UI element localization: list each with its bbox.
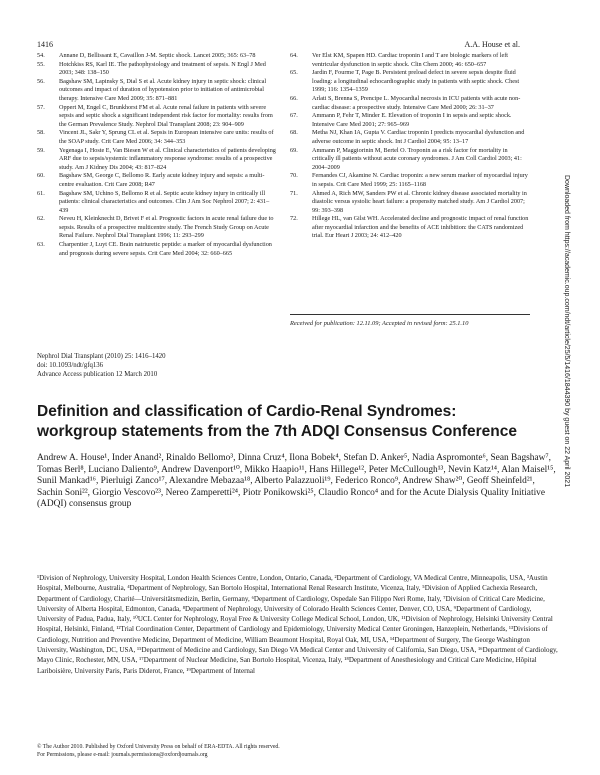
reference-number: 54. [37,52,45,59]
reference-text: Arlati S, Brenna S, Prencipe L. Myocardial necrosis in ICU patients with acute non-cardiac disease: a prospective study. Intensive Care Med 2000; 26: 31–37 [312,94,521,111]
received-divider [290,314,530,315]
reference-number: 63. [37,241,45,249]
reference-number: 71. [290,189,298,197]
reference-item [37,172,277,189]
reference-item [290,215,530,241]
reference-item [290,147,530,173]
reference-text: Oppert M, Engel C, Brunkhorst FM et al. Acute renal failure in patients with severe sepsis and septic shock a significant independent risk factor for mortality: results from the German Prevalence Study. Nephrol Dial Transplant 2008; 23: 904–909 [59,103,273,128]
reference-item [37,52,277,61]
reference-number: 56. [37,77,45,85]
reference-item [37,147,277,173]
reference-number: 67. [290,112,298,120]
copyright-line: © The Author 2010. Published by Oxford University Press on behalf of ERA-EDTA. All rights reserved. [37,744,280,750]
copyright-footer [37,744,280,759]
reference-number: 65. [290,69,298,77]
reference-text: Bagshaw SM, Lapinsky S, Dial S et al. Acute kidney injury in septic shock: clinical outcomes and impact of duration of hypotension prior to initiation of antimicrobial therapy. Intensive Care Med 2009; 35: 871–881 [59,77,267,102]
reference-text: Yegenaga I, Hoste E, Van Biesen W et al. Clinical characteristics of patients developing ARF due to sepsis/systemic inflammatory response syndrome: results of a prospective study. Am J Kidney Dis 2004; 43: 817–824 [59,146,276,171]
reference-number: 64. [290,52,298,59]
reference-item [290,95,530,112]
reference-number: 60. [37,172,45,180]
reference-item [37,78,277,104]
reference-text: Bagshaw SM, George C, Bellomo R. Early acute kidney injury and sepsis: a multi-centre evaluation. Crit Care 2008; R47 [59,172,265,188]
reference-number: 66. [290,94,298,102]
received-dates: Received for publication: 12.11.09; Accepted in revised form: 25.1.10 [290,320,469,327]
reference-item [37,190,277,216]
permissions-line: For Permissions, please e-mail: journals.permissions@oxfordjournals.org [37,751,208,758]
reference-number: 55. [37,60,45,68]
article-title: Definition and classification of Cardio-Renal Syndromes: workgroup statements from the 7th ADQI Consensus Conference [37,403,518,440]
reference-text: Fernandes CJ, Akamine N. Cardiac troponin: a new serum marker of myocardial injury in sepsis. Crit Care Med 1999; 25: 1165–1168 [312,172,528,188]
reference-item [290,172,530,189]
reference-item [290,52,530,69]
reference-item [290,112,530,129]
reference-item [37,129,277,146]
reference-number: 58. [37,129,45,137]
reference-text: Charpentier J, Luyt CE. Brain natriuretic peptide: a marker of myocardial dysfunction and prognosis during severe sepsis. Crit Care Med 2004; 32: 660–665 [59,241,272,257]
reference-text: Ammann P, Fehr T, Minder E. Elevation of troponin I in sepsis and septic shock. Intensive Care Med 2001; 27: 965–969 [312,112,512,128]
reference-item [290,69,530,95]
reference-number: 70. [290,172,298,180]
reference-number: 62. [37,215,45,223]
reference-number: 72. [290,215,298,223]
reference-text: Neveu H, Kleinknecht D, Brivet F et al. Prognostic factors in acute renal failure due to sepsis. Results of a prospective multicentre study. The French Study Group on Acute Renal Failure. Nephrol Dial Transplant 1996; 11: 293–299 [59,215,274,240]
reference-item [37,215,277,241]
download-watermark: Downloaded from https://academic.oup.com/ndt/article/25/5/1416/1844390 by guest on 22 April 2021 [563,175,570,488]
reference-item [37,104,277,130]
reference-item [290,129,530,146]
reference-item [37,241,277,258]
reference-item [37,61,277,78]
advance-access: Advance Access publication 12 March 2010 [37,371,158,379]
author-list: Andrew A. House¹, Inder Anand², Rinaldo Bellomo³, Dinna Cruz⁴, Ilona Bobek⁴, Stefan D. Anker⁵, Nadia Aspromonte⁶, Sean Bagshaw⁷, Tomas Berl⁸, Luciano Daliento⁹, Andrew Davenport¹⁰, Mikko Haapio¹¹, Hans Hillege¹², Peter McCullough¹³, Nevin Katz¹⁴, Alan Maisel¹⁵, Sunil Mankad¹⁶, Pierluigi Zanco¹⁷, Alexandre Mebazaa¹⁸, Alberto Palazzuoli¹⁹, Federico Ronco⁹, Andrew Shaw²⁰, Geoff Sheinfeld²¹, Sachin Soni²², Giorgio Vescovo²³, Nereo Zamperetti²⁴, Piotr Ponikowski²⁵, Claudio Ronco⁴ and for the Acute Dialysis Quality Initiative (ADQI) consensus group [37,453,556,509]
reference-text: Jardin F, Fourme T, Page B. Persistent preload defect in severe sepsis despite fluid loading: a longitudinal echocardiographic study in patients with septic shock. Chest 1999; 116: 1354–1359 [312,69,520,94]
references-right-column [290,52,530,241]
reference-text: Hotchkiss RS, Karl IE. The pathophysiology and treatment of sepsis. N Engl J Med 2003; 348: 138–150 [59,60,266,77]
reference-text: Vincent JL, Sakr Y, Sprung CL et al. Sepsis in European intensive care units: results of the SOAP study. Crit Care Med 2006; 34: 344–353 [59,129,274,145]
doi[interactable]: doi: 10.1093/ndt/gfq136 [37,362,104,370]
reference-text: Ver Elst KM, Spapen HD. Cardiac troponin I and T are biologic markers of left ventricular dysfunction in septic shock. Clin Chem 2000; 46: 650–657 [312,52,509,68]
reference-text: Annane D, Bellissant E, Cavaillon J-M. Septic shock. Lancet 2005; 365: 63–78 [59,52,256,59]
journal-citation: Nephrol Dial Transplant (2010) 25: 1416–1420 [37,353,166,360]
reference-text: Ahmed A, Rich MW, Sanders PW et al. Chronic kidney disease associated mortality in diastolic versus systolic heart failure: a propensity matched study. Am J Cardiol 2007; 99: 393–398 [312,189,527,214]
reference-number: 69. [290,146,298,154]
reference-text: Metha NJ, Khan IA, Gupta V. Cardiac troponin I predicts myocardial dysfunction and adverse outcome in septic shock. Int J Cardiol 2004; 95: 13–17 [312,129,525,145]
reference-text: Ammann P, Maggiorinin M, Bertel O. Troponin as a risk factor for mortality in critically ill patients without acute coronary syndromes. J Am Coll Cardiol 2003; 41: 2004–2009 [312,146,522,171]
reference-text: Hillege HL, van Gilst WH. Accelerated decline and prognostic impact of renal function after myocardial infarction and the benefits of ACE inhibition: the CATS randomized trial. Eur Heart J 2003; 24: 412–420 [312,215,529,240]
reference-number: 59. [37,146,45,154]
reference-number: 61. [37,189,45,197]
reference-number: 57. [37,103,45,111]
reference-item [290,190,530,216]
affiliations: ¹Division of Nephrology, University Hospital, London Health Sciences Centre, London, Ontario, Canada, ²Department of Cardiology, VA Medical Centre, Minneapolis, USA, ³Austin Hospital, Melbourne, Australia, ⁴Department of Nephrology, San Bortolo Hospital, International Renal Research Institute, Vicenza, Italy, ⁵Division of Applied Cachexia Research, Department of Cardiology, Charité—Universitätsmedizin, Berlin, Germany, ⁶Department of Cardiology, Ospedale San Filippo Neri Rome, Italy, ⁷Division of Critical Care Medicine, University of Alberta Hospital, Edmonton, Canada, ⁸Department of Nephrology, University of Colorado Health Sciences Center, Denver, CO, USA, ⁹Department of Cardiology, University of Padua, Padua, Italy, ¹⁰UCL Center for Nephrology, Royal Free & University College Medical School, London, UK, ¹¹Division of Nephrology, Helsinki University Central Hospital, Helsinki, Finland, ¹²Trial Coordination Center, Department of Cardiology and Epidemiology, University Medical Center Groningen, Hanzeplein, Netherlands, ¹³Divisions of Cardiology, Nutrition and Preventive Medicine, Department of Medicine, William Beaumont Hospital, Royal Oak, MI, USA, ¹⁴Department of Surgery, The George Washington University, Washington, DC, USA, ¹⁵Department of Medicine and Cardiology, San Diego VA Medical Center and University of California, San Diego, USA, ¹⁶Department of Cardiology, Mayo Clinic, Rochester, MN, USA, ¹⁷Department of Nuclear Medicine, San Bortolo Hospital, Vicenza, Italy, ¹⁸Department of Anesthesiology and Critical Care Medicine, Hôpital Lariboisière, University Paris, Paris Diderot, France, ¹⁹Department of Internal [37,574,558,675]
page-number: 1416 [37,40,53,49]
reference-number: 68. [290,129,298,137]
references-left-column [37,52,277,258]
running-head: A.A. House et al. [464,40,520,49]
publication-info [37,352,166,380]
reference-text: Bagshaw SM, Uchino S, Bellomo R et al. Septic acute kidney injury in critically ill patients: clinical characteristics and outcomes. Clin J Am Soc Nephrol 2007; 2: 431–439 [59,189,270,214]
